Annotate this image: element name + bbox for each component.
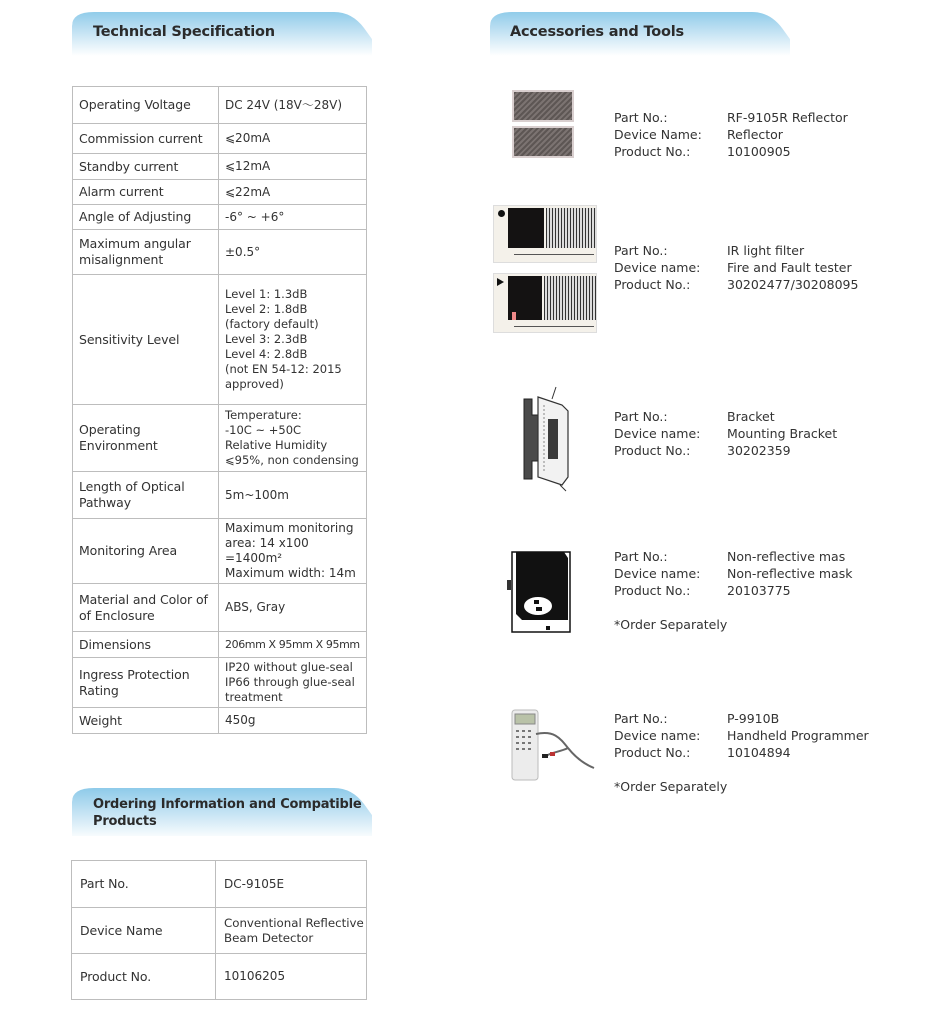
part-value: Bracket xyxy=(727,409,775,424)
spec-value xyxy=(219,405,367,472)
ordering-title xyxy=(93,796,362,830)
table-row xyxy=(73,658,367,708)
spec-key: Angle of Adjusting xyxy=(73,205,219,230)
spec-value xyxy=(219,519,367,584)
bracket-image xyxy=(516,385,576,493)
spec-value: 450g xyxy=(219,708,367,734)
accessory-item xyxy=(488,88,908,178)
handheld-programmer-icon xyxy=(506,708,598,782)
device-name-value: Non-reflective mask xyxy=(727,566,853,581)
value-line: treatment xyxy=(225,690,283,704)
spec-value xyxy=(219,275,367,405)
tech-spec-table xyxy=(72,86,367,734)
ordering-table xyxy=(71,860,367,1000)
device-name-value: Mounting Bracket xyxy=(727,426,838,441)
device-name-value: Reflector xyxy=(727,127,783,142)
spec-key: Dimensions xyxy=(73,632,219,658)
bracket-icon xyxy=(516,385,576,493)
reflector-image xyxy=(512,90,574,158)
spec-key: Standby current xyxy=(73,154,219,180)
spec-value: 5m~100m xyxy=(219,472,367,519)
spec-value: ±0.5° xyxy=(219,230,367,275)
value-line: IP66 through glue-seal xyxy=(225,675,355,689)
table-row xyxy=(72,954,367,1000)
accessory-info xyxy=(614,242,858,293)
table-row xyxy=(73,180,367,205)
part-value: P-9910B xyxy=(727,711,780,726)
order-value: 10106205 xyxy=(216,954,367,1000)
value-line: -10C ~ +50C xyxy=(225,423,302,437)
value-line: Temperature: xyxy=(225,408,302,422)
part-label: Part No.: xyxy=(614,711,668,726)
spec-value: ⩽12mA xyxy=(219,154,367,180)
value-line: (factory default) xyxy=(225,317,319,331)
product-value: 30202359 xyxy=(727,443,791,458)
device-name-value: Fire and Fault tester xyxy=(727,260,852,275)
table-row xyxy=(73,275,367,405)
table-row xyxy=(73,405,367,472)
value-line: Level 2: 1.8dB xyxy=(225,302,308,316)
part-value: RF-9105R Reflector xyxy=(727,110,848,125)
ordering-banner xyxy=(72,780,372,840)
part-label: Part No.: xyxy=(614,243,668,258)
part-label: Part No.: xyxy=(614,110,668,125)
spec-value: DC 24V (18V〜28V) xyxy=(219,87,367,124)
table-row xyxy=(73,472,367,519)
value-line: Level 4: 2.8dB xyxy=(225,347,308,361)
product-label: Product No.: xyxy=(614,277,691,292)
order-key: Part No. xyxy=(72,861,216,908)
value-line: Maximum monitoring xyxy=(225,521,354,535)
accessory-item xyxy=(488,385,908,495)
product-value: 10104894 xyxy=(727,745,791,760)
value-line: Maximum width: 14m xyxy=(225,566,356,580)
device-name-value: Handheld Programmer xyxy=(727,728,869,743)
table-row xyxy=(72,908,367,954)
table-row xyxy=(73,584,367,632)
mask-image xyxy=(506,550,572,636)
device-name-label: Device Name: xyxy=(614,127,702,142)
ir-filter-image xyxy=(493,205,597,335)
device-name-label: Device name: xyxy=(614,260,701,275)
table-row xyxy=(73,519,367,584)
spec-key: Length of Optical Pathway xyxy=(73,472,219,519)
value-line: Level 3: 2.3dB xyxy=(225,332,308,346)
product-value: 20103775 xyxy=(727,583,791,598)
order-separately-note: *Order Separately xyxy=(614,779,728,794)
programmer-image xyxy=(506,708,598,782)
value-line: (not EN 54-12: 2015 xyxy=(225,362,342,376)
value-line: approved) xyxy=(225,377,284,391)
device-name-label: Device name: xyxy=(614,426,701,441)
table-row xyxy=(73,708,367,734)
spec-value xyxy=(219,658,367,708)
spec-key: Operating Voltage xyxy=(73,87,219,124)
accessory-item xyxy=(488,205,908,340)
spec-key: Commission current xyxy=(73,124,219,154)
part-value: Non-reflective mas xyxy=(727,549,846,564)
accessory-info xyxy=(614,109,848,160)
product-label: Product No.: xyxy=(614,144,691,159)
value-line: ⩽95%, non condensing xyxy=(225,453,359,467)
product-label: Product No.: xyxy=(614,745,691,760)
order-key: Product No. xyxy=(72,954,216,1000)
spec-value: ⩽22mA xyxy=(219,180,367,205)
accessory-info xyxy=(614,548,852,633)
tech-spec-banner xyxy=(72,4,372,56)
accessories-title: Accessories and Tools xyxy=(510,24,684,40)
spec-value: ABS, Gray xyxy=(219,584,367,632)
spec-key: Operating Environment xyxy=(73,405,219,472)
part-label: Part No.: xyxy=(614,409,668,424)
spec-key: Weight xyxy=(73,708,219,734)
title-line: Products xyxy=(93,814,157,829)
order-value: DC-9105E xyxy=(216,861,367,908)
title-line: Ordering Information and Compatible xyxy=(93,797,362,812)
spec-key: Alarm current xyxy=(73,180,219,205)
device-name-label: Device name: xyxy=(614,566,701,581)
product-label: Product No.: xyxy=(614,583,691,598)
value-line: IP20 without glue-seal xyxy=(225,660,353,674)
tech-spec-title: Technical Specification xyxy=(93,24,275,40)
order-key: Device Name xyxy=(72,908,216,954)
product-value: 30202477/30208095 xyxy=(727,277,859,292)
part-value: IR light filter xyxy=(727,243,805,258)
accessories-banner xyxy=(490,4,790,56)
spec-value: 206mm X 95mm X 95mm xyxy=(219,632,367,658)
table-row xyxy=(73,154,367,180)
value-line: area: 14 x100 =1400m² xyxy=(225,536,309,565)
value-line: Conventional Reflective xyxy=(224,915,364,930)
spec-key: Ingress Protection Rating xyxy=(73,658,219,708)
spec-key: Material and Color of of Enclosure xyxy=(73,584,219,632)
device-name-label: Device name: xyxy=(614,728,701,743)
table-row xyxy=(73,205,367,230)
value-line: Level 1: 1.3dB xyxy=(225,287,308,301)
value-line: Relative Humidity xyxy=(225,438,328,452)
mask-icon xyxy=(506,550,572,636)
table-row xyxy=(73,124,367,154)
table-row xyxy=(72,861,367,908)
accessory-item xyxy=(488,548,908,643)
value-line: Beam Detector xyxy=(224,930,314,945)
part-label: Part No.: xyxy=(614,549,668,564)
spec-value: -6° ~ +6° xyxy=(219,205,367,230)
product-value: 10100905 xyxy=(727,144,791,159)
table-row xyxy=(73,230,367,275)
spec-value: ⩽20mA xyxy=(219,124,367,154)
spec-key: Maximum angular misalignment xyxy=(73,230,219,275)
order-separately-note: *Order Separately xyxy=(614,617,728,632)
product-label: Product No.: xyxy=(614,443,691,458)
table-row xyxy=(73,87,367,124)
accessory-info xyxy=(614,710,869,795)
accessory-item xyxy=(488,708,908,793)
spec-key: Sensitivity Level xyxy=(73,275,219,405)
table-row xyxy=(73,632,367,658)
order-value xyxy=(216,908,367,954)
spec-key: Monitoring Area xyxy=(73,519,219,584)
accessory-info xyxy=(614,408,837,459)
